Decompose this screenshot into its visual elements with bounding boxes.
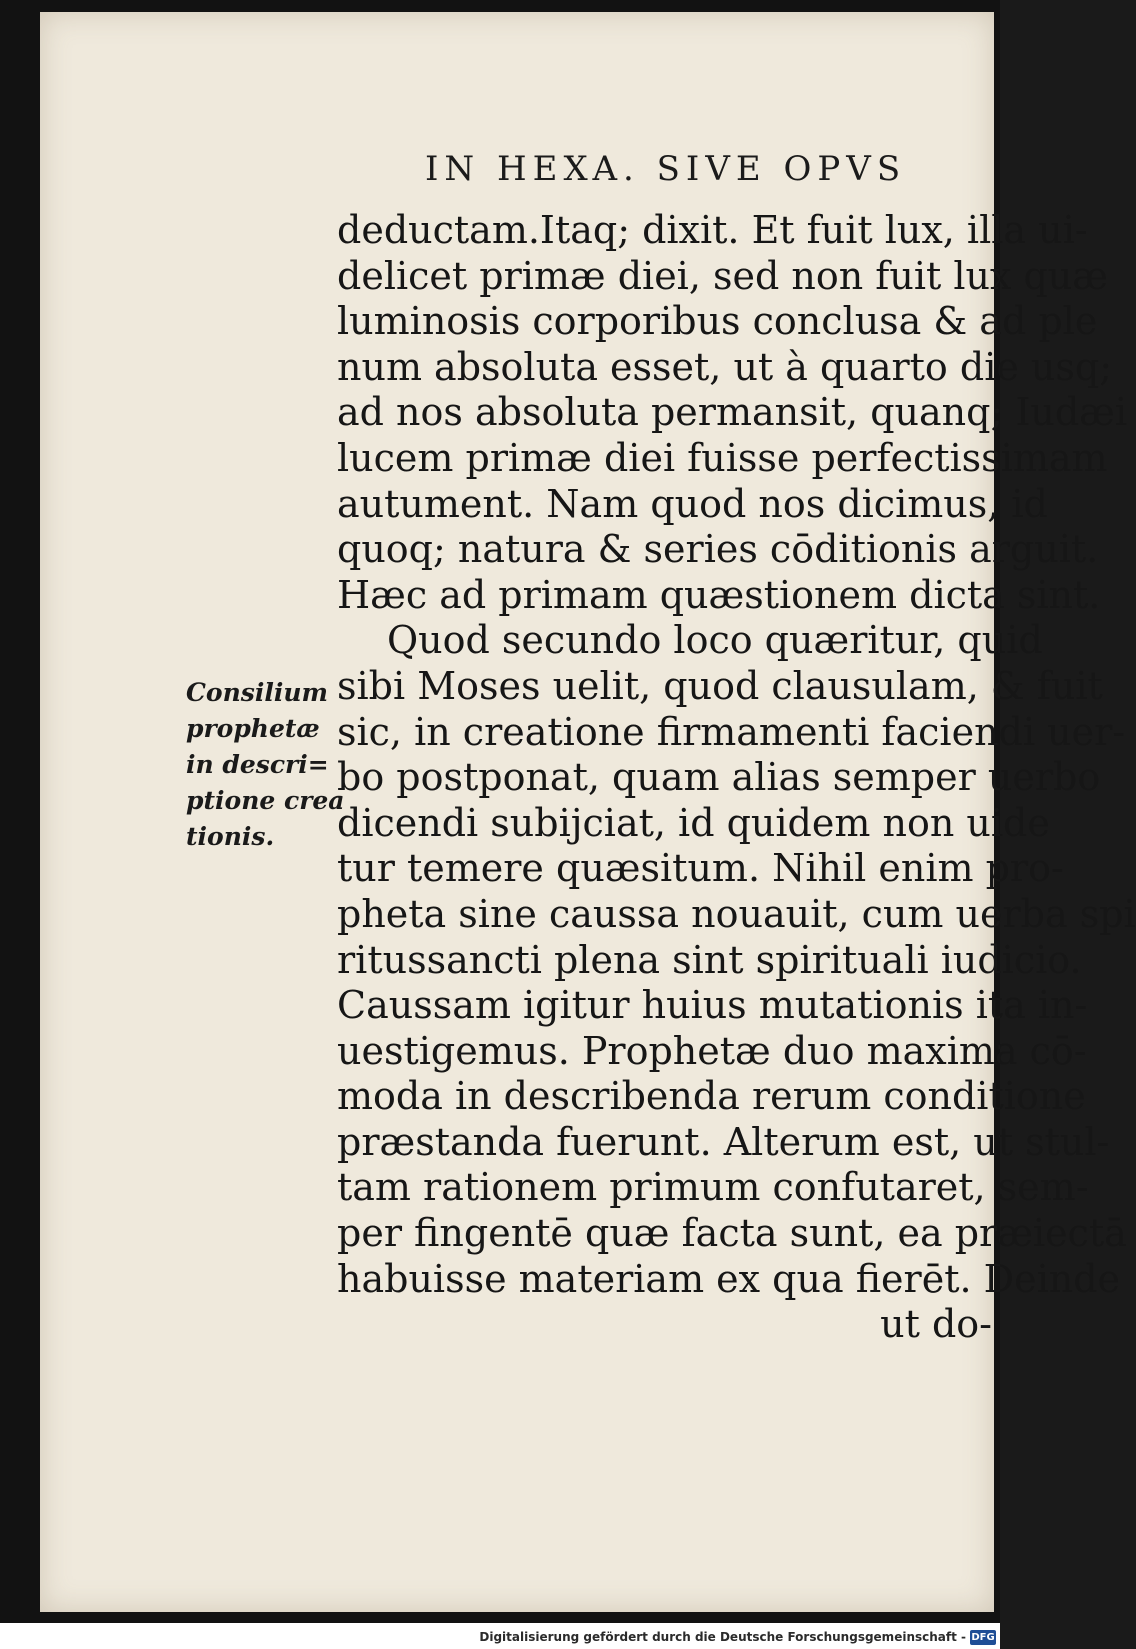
text-line: tam rationem primum confutaret, sem- bbox=[337, 1165, 1089, 1210]
text-line: luminosis corporibus conclusa & ad ple bbox=[337, 299, 1098, 344]
text-line: bo postponat, quam alias semper uerbo bbox=[337, 755, 1101, 800]
text-line: præstanda fuerunt. Alterum est, ut stul- bbox=[337, 1119, 1110, 1164]
text-line: sibi Moses uelit, quod clausulam, & fuit bbox=[337, 663, 1103, 708]
text-line: moda in describenda rerum conditione bbox=[337, 1074, 1086, 1119]
marginal-note bbox=[186, 675, 346, 855]
funding-credit: Digitalisierung gefördert durch die Deutsche Forschungsgemeinschaft - bbox=[479, 1630, 966, 1644]
text-line: ad nos absoluta permansit, quanq; Iudæi bbox=[337, 390, 1128, 435]
text-line: delicet primæ diei, sed non fuit lux quæ bbox=[337, 253, 1108, 298]
book-page bbox=[40, 12, 1136, 1612]
running-head: IN HEXA. SIVE OPVS bbox=[425, 149, 907, 189]
marginal-line: prophetæ bbox=[186, 714, 320, 743]
dfg-logo-icon: DFG bbox=[971, 1632, 995, 1643]
text-line: num absoluta esset, ut à quarto die usq; bbox=[337, 344, 1113, 389]
text-line: lucem primæ diei fuisse perfectissimam bbox=[337, 435, 1108, 480]
text-line: dicendi subijciat, id quidem non uide bbox=[337, 800, 1050, 845]
paragraph-start-line: Quod secundo loco quæritur, quid bbox=[387, 618, 1043, 663]
text-line: Caussam igitur huius mutationis ita in- bbox=[337, 983, 1088, 1028]
marginal-line: in descri= bbox=[186, 750, 329, 779]
marginal-line: tionis. bbox=[186, 822, 275, 851]
text-line: deductam.Itaq; dixit. Et fuit lux, illa ui- bbox=[337, 208, 1088, 252]
text-line: autument. Nam quod nos dicimus, id bbox=[337, 481, 1048, 526]
marginal-line: Consilium bbox=[186, 678, 328, 707]
text-line: habuisse materiam ex qua fierēt. Deinde bbox=[337, 1256, 1121, 1301]
catchword: ut do- bbox=[880, 1302, 992, 1347]
marginal-line: ptione crea bbox=[186, 786, 345, 815]
body-text bbox=[337, 208, 1136, 1348]
text-line: sic, in creatione firmamenti faciendi uer- bbox=[337, 709, 1126, 754]
text-line: ritussancti plena sint spirituali iudicio. bbox=[337, 937, 1082, 982]
text-line: pheta sine caussa nouauit, cum uerba spi bbox=[337, 891, 1136, 936]
text-line: Hæc ad primam quæstionem dicta sint. bbox=[337, 572, 1101, 617]
footer-strip bbox=[0, 1623, 1000, 1649]
text-line: quoq; natura & series cōditionis arguit. bbox=[337, 527, 1099, 572]
text-line: per fingentē quæ facta sunt, ea præiectā bbox=[337, 1211, 1127, 1256]
text-line: uestigemus. Prophetæ duo maxima cō- bbox=[337, 1028, 1087, 1073]
text-line: tur temere quæsitum. Nihil enim pro- bbox=[337, 846, 1064, 891]
